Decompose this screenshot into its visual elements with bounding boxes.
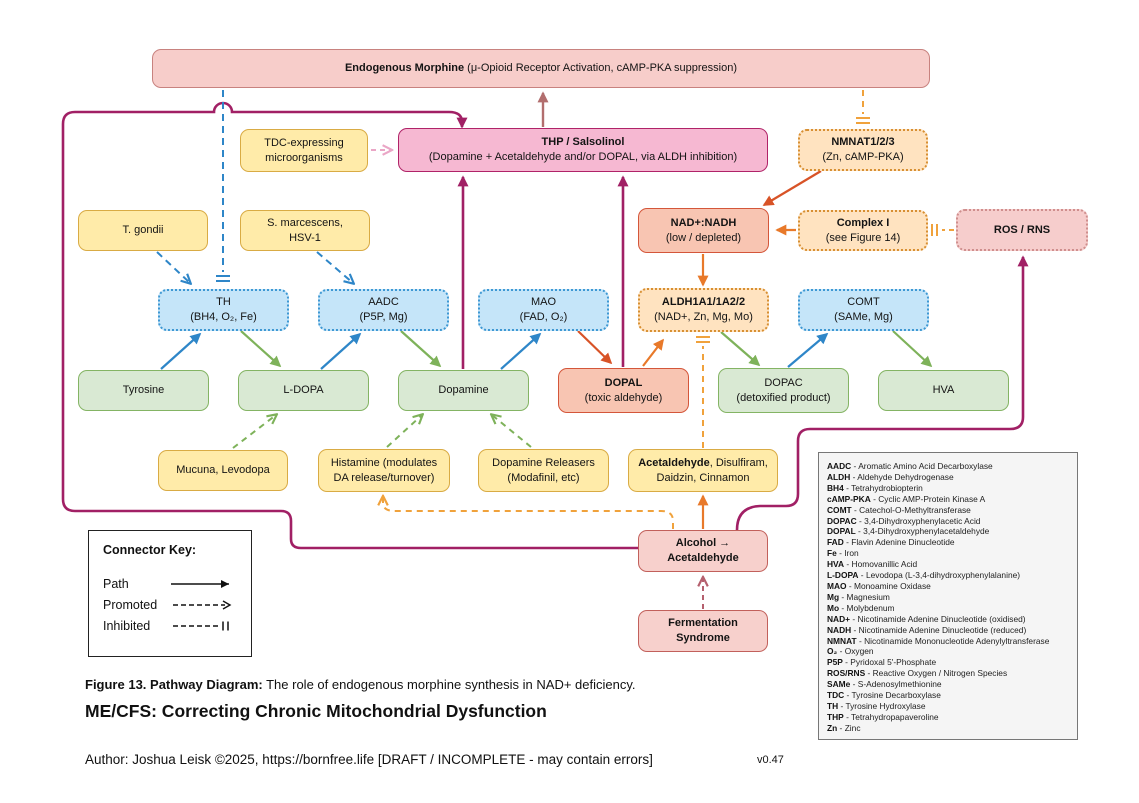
node-mao: MAO (FAD, O₂) (478, 289, 609, 331)
abbreviation-row: Zn - Zinc (827, 722, 861, 733)
node-thp-salsolinol: THP / Salsolinol (Dopamine + Acetaldehyde and/or DOPAL, via ALDH inhibition) (398, 128, 768, 172)
abbreviation-definition: Nicotinamide Adenine Dinucleotide (reduced) (858, 624, 1027, 635)
connector-key (88, 530, 252, 657)
connector-key-path-row: Path (103, 573, 239, 594)
abbreviation-term: P5P (827, 657, 843, 668)
abbreviation-row: L-DOPA - Levodopa (L-3,4-dihydroxyphenylalanine) (827, 570, 1021, 581)
abbreviation-term: TDC (827, 690, 845, 701)
node-aldh: ALDH1A1/1A2/2 (NAD+, Zn, Mg, Mo) (638, 288, 769, 332)
connector-key-title: Connector Key: (103, 543, 197, 557)
inhibited-sample-line (167, 620, 239, 632)
node-l-dopa: L-DOPA (238, 370, 369, 411)
abbreviation-row: cAMP-PKA - Cyclic AMP-Protein Kinase A (827, 493, 986, 504)
abbreviation-definition: 3,4-Dihydroxyphenylacetaldehyde (863, 526, 990, 537)
abbreviation-term: THP (827, 711, 844, 722)
node-nmnat: NMNAT1/2/3 (Zn, cAMP-PKA) (798, 129, 928, 171)
path-sample-line (167, 578, 239, 590)
abbreviation-term: NMNAT (827, 635, 857, 646)
abbreviation-definition: Oxygen (844, 646, 874, 657)
node-dopamine: Dopamine (398, 370, 529, 411)
abbreviation-term: ALDH (827, 471, 851, 482)
abbreviation-term: DOPAL (827, 526, 856, 537)
abbreviation-term: cAMP-PKA (827, 493, 871, 504)
connector-alcohol-promotes-histamine (383, 497, 673, 529)
abbreviation-definition: Tetrahydropapaveroline (851, 711, 939, 722)
abbreviation-row: NAD+ - Nicotinamide Adenine Dinucleotide (oxidised) (827, 613, 1026, 624)
abbreviation-row: AADC - Aromatic Amino Acid Decarboxylase (827, 461, 993, 471)
node-ros-rns: ROS / RNS (956, 209, 1088, 251)
abbreviation-row: ROS/RNS - Reactive Oxygen / Nitrogen Species (827, 668, 1008, 679)
abbreviation-definition: S-Adenosylmethionine (857, 679, 942, 690)
abbreviation-term: O₂ (827, 646, 838, 657)
node-endogenous-morphine-subtitle: (μ-Opioid Receptor Activation, cAMP-PKA suppression) (464, 62, 738, 75)
node-th: TH (BH4, O₂, Fe) (158, 289, 289, 331)
node-comt: COMT (SAMe, Mg) (798, 289, 929, 331)
abbreviation-term: Fe (827, 548, 837, 559)
abbreviation-term: TH (827, 700, 839, 711)
version-label: v0.47 (757, 754, 784, 766)
node-tyrosine: Tyrosine (78, 370, 209, 411)
abbreviation-term: MAO (827, 580, 847, 591)
connector-smarcescens-to-aadc (317, 252, 353, 283)
connector-tyrosine-to-th (161, 334, 200, 369)
abbreviation-definition: Zinc (844, 722, 861, 733)
node-dopamine-releasers: Dopamine Releasers (Modafinil, etc) (478, 449, 609, 492)
node-hva: HVA (878, 370, 1009, 411)
abbreviation-term: Mo (827, 602, 840, 613)
abbreviation-definition: Levodopa (L-3,4-dihydroxyphenylalanine) (865, 570, 1021, 581)
abbreviation-row: SAMe - S-Adenosylmethionine (827, 679, 942, 690)
abbreviation-row: Fe - Iron (827, 548, 859, 559)
abbreviation-row: Mg - Magnesium (827, 591, 890, 602)
abbreviation-row: COMT - Catechol-O-Methyltransferase (827, 504, 971, 515)
node-endogenous-morphine-title: Endogenous Morphine (344, 62, 465, 75)
abbreviation-definition: Nicotinamide Adenine Dinucleotide (oxidised) (857, 613, 1026, 624)
abbreviation-row: ALDH - Aldehyde Dehydrogenase (827, 471, 954, 482)
abbreviation-definition: Tyrosine Decarboxylase (851, 690, 941, 701)
abbreviation-row: MAO - Monoamine Oxidase (827, 580, 931, 591)
node-alcohol-acetaldehyde: Alcohol → Acetaldehyde (638, 530, 768, 572)
abbreviation-term: NAD+ (827, 613, 851, 624)
abbreviation-definition: Nicotinamide Mononucleotide Adenylyltransferase (864, 635, 1050, 646)
abbreviation-definition: Pyridoxal 5'-Phosphate (850, 657, 937, 668)
abbreviation-row: TH - Tyrosine Hydroxylase (827, 700, 926, 711)
abbreviations-legend (818, 452, 1078, 740)
abbreviation-definition: Molybdenum (846, 602, 895, 613)
abbreviation-definition: Flavin Adenine Dinucleotide (851, 537, 955, 548)
node-nad-nadh: NAD+:NADH (low / depleted) (638, 208, 769, 253)
abbreviation-term: Zn (827, 722, 838, 733)
abbreviation-definition: Aromatic Amino Acid Decarboxylase (858, 461, 993, 471)
abbreviation-definition: 3,4-Dihydroxyphenylacetic Acid (864, 515, 981, 526)
abbreviation-definition: Reactive Oxygen / Nitrogen Species (872, 668, 1008, 679)
author-line: Author: Joshua Leisk ©2025, https://bornfree.life [DRAFT / INCOMPLETE - may contain errors] (85, 752, 653, 767)
abbreviation-term: DOPAC (827, 515, 857, 526)
abbreviation-row: DOPAL - 3,4-Dihydroxyphenylacetaldehyde (827, 526, 990, 537)
connector-key-inhibited-row: Inhibited (103, 615, 239, 636)
abbreviation-definition: Cyclic AMP-Protein Kinase A (878, 493, 986, 504)
node-complex-i: Complex I (see Figure 14) (798, 210, 928, 251)
connector-releasers-promote-dopamine (492, 415, 531, 447)
connector-aadc-to-dopamine (401, 331, 440, 366)
node-tdc-microorganisms: TDC-expressing microorganisms (240, 129, 368, 172)
connector-mucuna-promotes-ldopa (233, 415, 276, 448)
connector-aldh-to-dopac (721, 332, 759, 365)
abbreviation-row: THP - Tetrahydropapaveroline (827, 711, 939, 722)
node-dopac: DOPAC (detoxified product) (718, 368, 849, 413)
abbreviation-row: FAD - Flavin Adenine Dinucleotide (827, 537, 955, 548)
abbreviation-definition: Monoamine Oxidase (854, 580, 931, 591)
inhibit-mark-aldh (696, 337, 710, 342)
abbreviation-definition: Tetrahydrobiopterin (851, 482, 923, 493)
node-mucuna-levodopa: Mucuna, Levodopa (158, 450, 288, 491)
abbreviation-term: BH4 (827, 482, 844, 493)
inhibit-mark-th (216, 276, 230, 281)
abbreviation-term: COMT (827, 504, 852, 515)
connector-dopal-to-aldh (643, 340, 663, 366)
abbreviation-row: Mo - Molybdenum (827, 602, 895, 613)
promoted-sample-line (167, 599, 239, 611)
abbreviation-definition: Catechol-O-Methyltransferase (859, 504, 971, 515)
abbreviation-row: P5P - Pyridoxal 5'-Phosphate (827, 657, 937, 668)
inhibit-mark-nmnat (856, 118, 870, 123)
node-t-gondii: T. gondii (78, 210, 208, 251)
abbreviation-definition: Iron (844, 548, 859, 559)
connector-comt-to-hva (893, 331, 931, 366)
abbreviation-definition: Tyrosine Hydroxylase (845, 700, 926, 711)
node-histamine: Histamine (modulates DA release/turnover) (318, 449, 450, 492)
connector-th-to-ldopa (241, 331, 280, 366)
abbreviation-term: NADH (827, 624, 852, 635)
abbreviation-term: ROS/RNS (827, 668, 866, 679)
connector-tgondii-to-th (157, 252, 190, 283)
abbreviation-definition: Homovanillic Acid (851, 559, 918, 570)
abbreviation-term: FAD (827, 537, 844, 548)
abbreviation-definition: Magnesium (846, 591, 890, 602)
node-endogenous-morphine (152, 49, 930, 88)
abbreviation-row: NMNAT - Nicotinamide Mononucleotide Adenylyltransferase (827, 635, 1050, 646)
abbreviation-row: O₂ - Oxygen (827, 646, 874, 657)
connector-histamine-promotes-dopamine (387, 415, 422, 447)
abbreviation-term: Mg (827, 591, 840, 602)
node-fermentation-syndrome: Fermentation Syndrome (638, 610, 768, 652)
node-dopal: DOPAL (toxic aldehyde) (558, 368, 689, 413)
abbreviation-term: L-DOPA (827, 570, 859, 581)
abbreviation-row: BH4 - Tetrahydrobiopterin (827, 482, 923, 493)
abbreviation-row: NADH - Nicotinamide Adenine Dinucleotide (reduced) (827, 624, 1027, 635)
abbreviation-term: HVA (827, 559, 845, 570)
abbreviation-definition: Aldehyde Dehydrogenase (857, 471, 954, 482)
inhibit-mark-complex1 (932, 224, 937, 236)
connector-dopac-to-comt (788, 334, 827, 367)
connector-key-promoted-row: Promoted (103, 594, 239, 615)
node-acetaldehyde-inhibitors: Acetaldehyde, Disulfiram, Daidzin, Cinnamon (628, 449, 778, 492)
node-aadc: AADC (P5P, Mg) (318, 289, 449, 331)
document-title: ME/CFS: Correcting Chronic Mitochondrial Dysfunction (85, 701, 547, 721)
connector-mao-to-dopal (578, 331, 611, 363)
abbreviation-term: AADC (827, 461, 852, 471)
abbreviation-term: SAMe (827, 679, 851, 690)
connector-dopamine-to-mao (501, 334, 540, 369)
abbreviation-row: HVA - Homovanillic Acid (827, 559, 918, 570)
connector-ldopa-to-aadc (321, 334, 360, 369)
connector-nmnat-to-nad (764, 171, 821, 205)
node-s-marcescens: S. marcescens, HSV-1 (240, 210, 370, 251)
abbreviation-row: TDC - Tyrosine Decarboxylase (827, 690, 941, 701)
figure-caption: Figure 13. Pathway Diagram: The role of endogenous morphine synthesis in NAD+ deficiency. (85, 677, 636, 692)
abbreviation-row: DOPAC - 3,4-Dihydroxyphenylacetic Acid (827, 515, 981, 526)
